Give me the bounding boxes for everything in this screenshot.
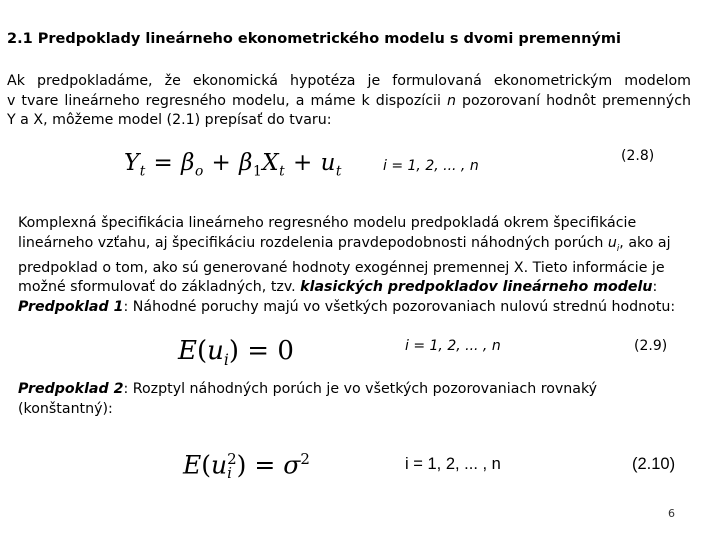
eq-sup: 2 [300,450,310,468]
spec-line-4 [18,278,690,298]
eq-var: u [211,450,228,480]
assumption-text: : Rozptyl náhodných porúch je vo všetkých pozorovaniach rovnaký [123,381,598,397]
section-title: 2.1 Predpoklady lineárneho ekonometrického modelu s dvomi premennými [7,31,621,47]
equation-number: (2.10) [632,455,676,473]
assumption-2-line-1 [18,381,597,397]
assumption-2-paragraph [18,380,618,419]
spec-line-3: predpoklad o tom, ako sú generované hodnoty exogénnej premennej X. Tieto informácie je [18,259,665,276]
page-number: 6 [668,507,675,520]
eq-op: ) [236,450,247,480]
intro-n: n [446,92,456,109]
eq-var: E [178,336,197,366]
eq-sub: o [194,163,204,180]
eq-scripts [227,450,237,482]
eq-op: ( [201,450,212,480]
spec-emphasis: klasických predpokladov lineárneho modelu [300,279,653,296]
intro-text: pozorovaní hodnôt premenných [455,92,691,109]
eq-var: β [239,150,253,176]
eq-var: X [262,150,280,176]
equation-number: (2.9) [634,338,668,354]
intro-paragraph [7,72,691,131]
eq-sub: i [223,351,229,370]
eq-var: β [181,150,195,176]
eq-op: + [203,150,240,176]
assumption-2-label: Predpoklad 2 [18,381,124,397]
eq-sup: 2 [227,450,237,469]
eq-op: + [285,150,321,176]
spec-paragraph [18,214,690,317]
eq-op: = 0 [239,336,294,366]
equation-range: i = 1, 2, ... , n [405,455,501,473]
spec-u: u [607,234,617,251]
spec-text: možné sformulovať do základných, tzv. [18,279,301,296]
eq-var: Y [124,150,140,176]
intro-line-1: Ak predpokladáme, že ekonomická hypotéza je formulovaná ekonometrickým modelom [7,73,691,89]
eq-sub: t [335,163,342,180]
eq-var: u [320,150,336,176]
eq-sub: i [227,463,232,482]
eq-sub: 1 [252,163,263,180]
eq-op: ) [228,336,240,366]
equation-2-8 [124,150,342,180]
spec-line-5 [18,298,690,318]
assumption-1-label: Predpoklad 1 [18,298,124,315]
eq-var: σ [283,450,301,480]
eq-op: = [246,450,284,480]
spec-line-2 [18,234,690,259]
assumption-2-line-2: (konštantný): [18,400,113,417]
equation-2-10 [183,450,310,480]
equation-range: i = 1, 2, ... , n [383,158,479,174]
eq-sub: t [139,163,146,180]
intro-line-2 [7,92,691,112]
equation-2-9 [178,336,294,369]
eq-var: E [183,450,202,480]
eq-var: u [207,336,224,366]
spec-u-sub: i [616,243,620,254]
equation-range: i = 1, 2, ... , n [405,338,501,354]
eq-op: = [145,150,182,176]
intro-text: v tvare lineárneho regresného modelu, a máme k dispozícii [7,92,447,109]
spec-text: lineárneho vzťahu, aj špecifikáciu rozdelenia pravdepodobnosti náhodných porúch [18,234,608,251]
eq-sub: t [279,163,286,180]
intro-line-3: Y a X, môžeme model (2.1) prepísať do tvaru: [7,112,332,128]
spec-text: , ako aj [619,234,671,251]
spec-line-1: Komplexná špecifikácia lineárneho regresného modelu predpokladá okrem špecifikácie [18,215,637,231]
spec-text: : [652,279,658,296]
equation-number: (2.8) [621,148,655,164]
eq-op: ( [196,336,208,366]
spec-text: : Náhodné poruchy majú vo všetkých pozorovaniach nulovú strednú hodnotu: [123,298,676,315]
